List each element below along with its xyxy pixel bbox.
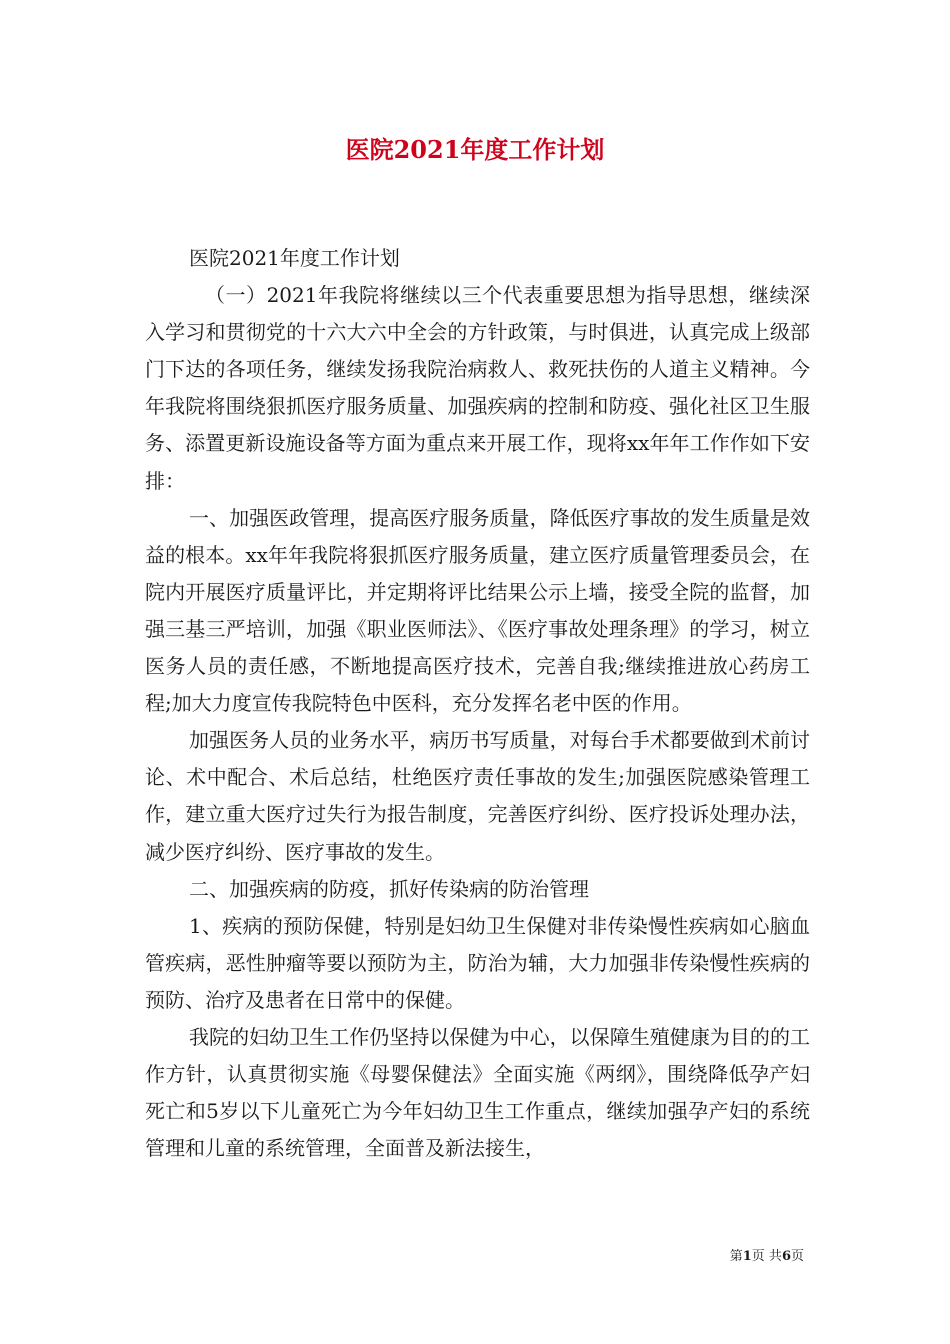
document-body: [145, 240, 810, 1167]
footer-page-number: 1: [742, 1249, 752, 1264]
paragraph-maternal-child: 我院的妇幼卫生工作仍坚持以保健为中心，以保障生殖健康为目的的工作方针，认真贯彻实施《母婴保健法》全面实施《两纲》，围绕降低孕产妇死亡和5岁以下儿童死亡为今年妇幼卫生工作重点，继续加强孕产妇的系统管理和儿童的系统管理，全面普及新法接生，: [145, 1024, 810, 1161]
footer-suffix: 页: [790, 1249, 804, 1264]
section-heading-2: 二、加强疾病的防疫，抓好传染病的防治管理: [189, 876, 589, 901]
paragraph-medical-staff: 加强医务人员的业务水平，病历书写质量，对每台手术都要做到术前讨论、术中配合、术后总结，杜绝医疗责任事故的发生;加强医院感染管理工作，建立重大医疗过失行为报告制度，完善医疗纠纷、医疗投诉处理办法，减少医疗纠纷、医疗事故的发生。: [145, 728, 810, 864]
paragraph-section-1: 一、加强医政管理，提高医疗服务质量，降低医疗事故的发生质量是效益的根本。xx年年我院将狠抓医疗服务质量，建立医疗质量管理委员会，在院内开展医疗质量评比，并定期将评比结果公示上墙，接受全院的监督，加强三基三严培训，加强《职业医师法》、《医疗事故处理条理》的学习，树立医务人员的责任感，不断地提高医疗技术，完善自我;继续推进放心药房工程;加大力度宣传我院特色中医科，充分发挥名老中医的作用。: [145, 505, 810, 716]
page-footer: [730, 1248, 804, 1266]
footer-total-pages: 6: [781, 1249, 791, 1264]
footer-middle: 页 共: [751, 1249, 782, 1264]
body-subtitle: 医院2021年度工作计划: [189, 246, 400, 270]
paragraph-disease-prevention: 1、疾病的预防保健，特别是妇幼卫生保健对非传染慢性疾病如心脑血管疾病，恶性肿瘤等要以预防为主，防治为辅，大力加强非传染慢性疾病的预防、治疗及患者在日常中的保健。: [145, 913, 810, 1012]
paragraph-intro: （一）2021年我院将继续以三个代表重要思想为指导思想，继续深入学习和贯彻党的十六大六中全会的方针政策，与时俱进，认真完成上级部门下达的各项任务，继续发扬我院治病救人、救死扶伤的人道主义精神。今年我院将围绕狠抓医疗服务质量、加强疾病的控制和防疫、强化社区卫生服务、添置更新设施设备等方面为重点来开展工作，现将xx年年工作作如下安排：: [145, 283, 810, 493]
footer-prefix: 第: [729, 1249, 743, 1264]
document-title: 医院2021年度工作计划: [345, 135, 605, 164]
